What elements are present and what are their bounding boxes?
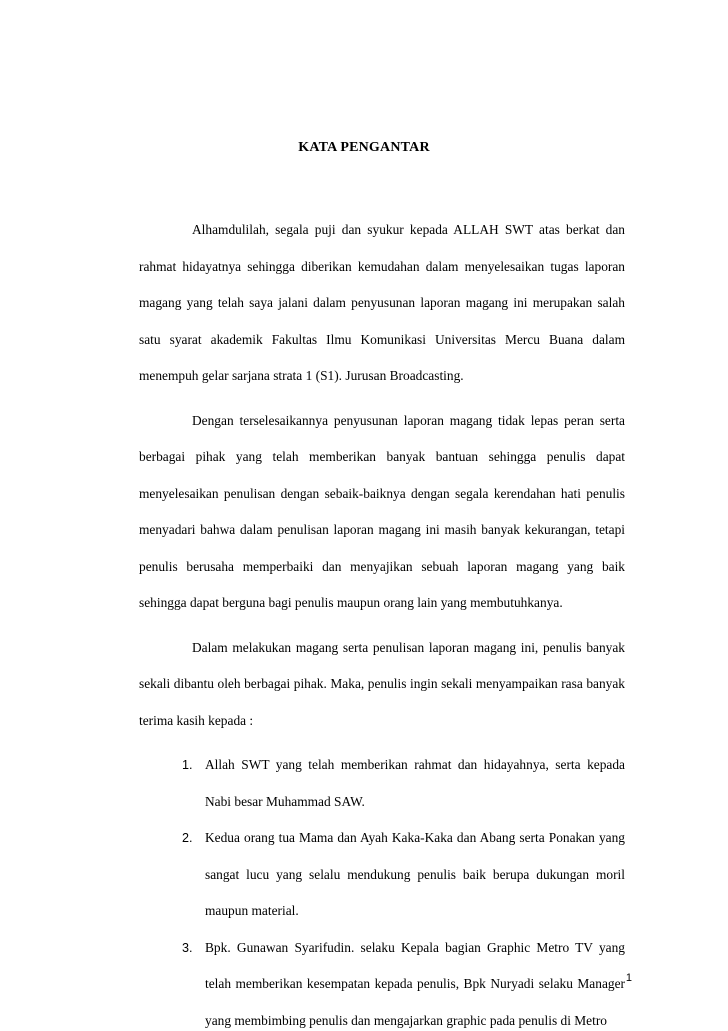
paragraph-opening: Alhamdulilah, segala puji dan syukur kepada ALLAH SWT atas berkat dan rahmat hidayatnya sehingga diberikan kemudahan dalam menyelesaikan tugas laporan magang yang telah saya jalani dalam penyusunan laporan magang ini merupakan salah satu syarat akademik Fakultas Ilmu Komunikasi Universitas Mercu Buana dalam menempuh gelar sarjana strata 1 (S1). Jurusan Broadcasting. bbox=[139, 222, 625, 383]
list-item-number: 2. bbox=[182, 831, 193, 845]
paragraph-acknowledgement: Dengan terselesaikannya penyusunan laporan magang tidak lepas peran serta berbagai pihak yang telah memberikan banyak bantuan sehingga penulis dapat menyelesaikan penulisan dengan sebaik-baiknya dengan segala kerendahan hati penulis menyadari bahwa dalam penulisan laporan magang ini masih banyak kekurangan, tetapi penulis berusaha memperbaiki dan menyajikan sebuah laporan magang yang baik sehingga dapat berguna bagi penulis maupun orang lain yang membutuhkanya. bbox=[139, 412, 625, 610]
document-body bbox=[139, 212, 625, 1031]
page-title: KATA PENGANTAR bbox=[298, 140, 430, 155]
list-item bbox=[139, 747, 625, 820]
page-number: 1 bbox=[625, 972, 632, 984]
list-item-number: 3. bbox=[182, 940, 193, 955]
list-item-number: 1. bbox=[182, 758, 193, 772]
list-item bbox=[139, 930, 625, 1031]
list-item bbox=[139, 820, 625, 930]
list-item-text: Allah SWT yang telah memberikan rahmat dan hidayahnya, serta kepada Nabi besar Muhammad SAW. bbox=[205, 757, 625, 809]
list-item-text: Kedua orang tua Mama dan Ayah Kaka-Kaka dan Abang serta Ponakan yang sangat lucu yang selalu mendukung penulis baik berupa dukungan moril maupun material. bbox=[205, 830, 625, 918]
thanks-list bbox=[139, 747, 625, 1031]
paragraph-thanks-intro: Dalam melakukan magang serta penulisan laporan magang ini, penulis banyak sekali dibantu oleh berbagai pihak. Maka, penulis ingin sekali menyampaikan rasa banyak terima kasih kepada : bbox=[139, 639, 625, 728]
list-item-text: Bpk. Gunawan Syarifudin. selaku Kepala bagian Graphic Metro TV yang telah memberikan kesempatan kepada penulis, Bpk Nuryadi selaku Manager yang membimbing penulis dan mengajarkan graphic pada penulis di Metro bbox=[205, 939, 625, 1028]
